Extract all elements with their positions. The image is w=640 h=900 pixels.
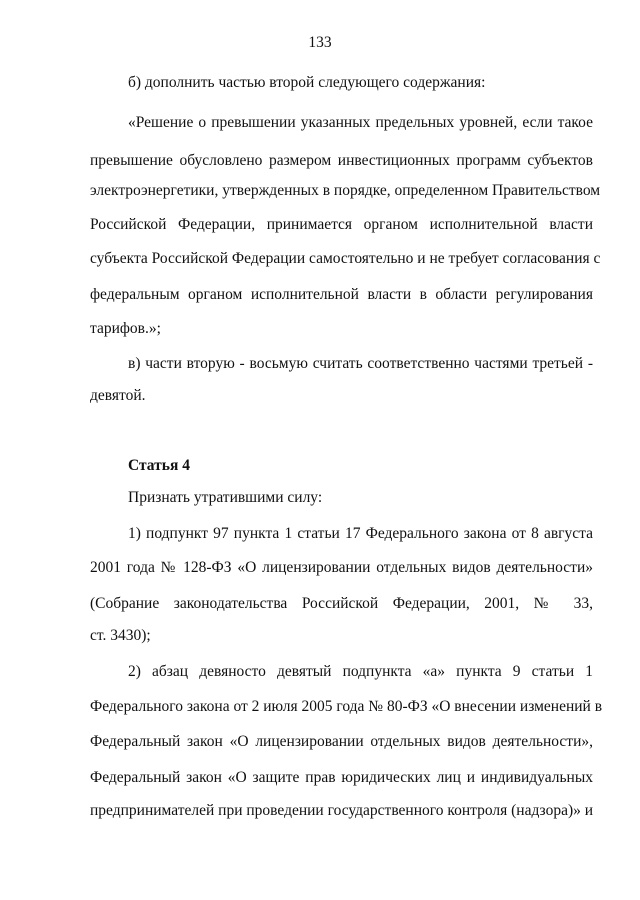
paragraph-line: Федеральный закон «О лицензировании отдельных видов деятельности»,	[90, 733, 593, 750]
paragraph-line: Федеральный закон «О защите прав юридических лиц и индивидуальных	[90, 769, 593, 786]
page-number: 133	[308, 34, 332, 51]
paragraph-line: 2001 года № 128-ФЗ «О лицензировании отдельных видов деятельности»	[90, 559, 593, 576]
paragraph-line-intro-v: в) части вторую - восьмую считать соответственно частями третьей -	[128, 355, 593, 372]
paragraph-line: электроэнергетики, утвержденных в порядке, определенном Правительством	[90, 182, 601, 199]
paragraph-line-intro-b: б) дополнить частью второй следующего содержания:	[128, 74, 486, 91]
paragraph-line: Российской Федерации, принимается органом исполнительной власти	[90, 216, 593, 233]
paragraph-line: ст. 3430);	[90, 627, 151, 644]
paragraph-line-declare: Признать утратившими силу:	[128, 489, 323, 506]
paragraph-line: субъекта Российской Федерации самостоятельно и не требует согласования с	[90, 250, 601, 267]
paragraph-line: девятой.	[90, 387, 146, 404]
paragraph-line: (Собрание законодательства Российской Федерации, 2001, № 33,	[90, 595, 593, 612]
paragraph-line-item-2: 2) абзац девяносто девятый подпункта «а» пункта 9 статьи 1	[128, 663, 593, 680]
paragraph-line: федеральным органом исполнительной власти в области регулирования	[90, 286, 593, 303]
paragraph-line: превышение обусловлено размером инвестиционных программ субъектов	[90, 152, 593, 169]
paragraph-line: Федерального закона от 2 июля 2005 года № 80-ФЗ «О внесении изменений в	[90, 698, 603, 715]
paragraph-line-quote-end: тарифов.»;	[90, 320, 161, 337]
article-heading: Статья 4	[128, 457, 190, 474]
paragraph-line: предпринимателей при проведении государственного контроля (надзора)» и	[90, 802, 594, 819]
paragraph-line-item-1: 1) подпункт 97 пункта 1 статьи 17 Федерального закона от 8 августа	[128, 525, 593, 542]
paragraph-line-quote-start: «Решение о превышении указанных предельных уровней, если такое	[128, 114, 593, 131]
